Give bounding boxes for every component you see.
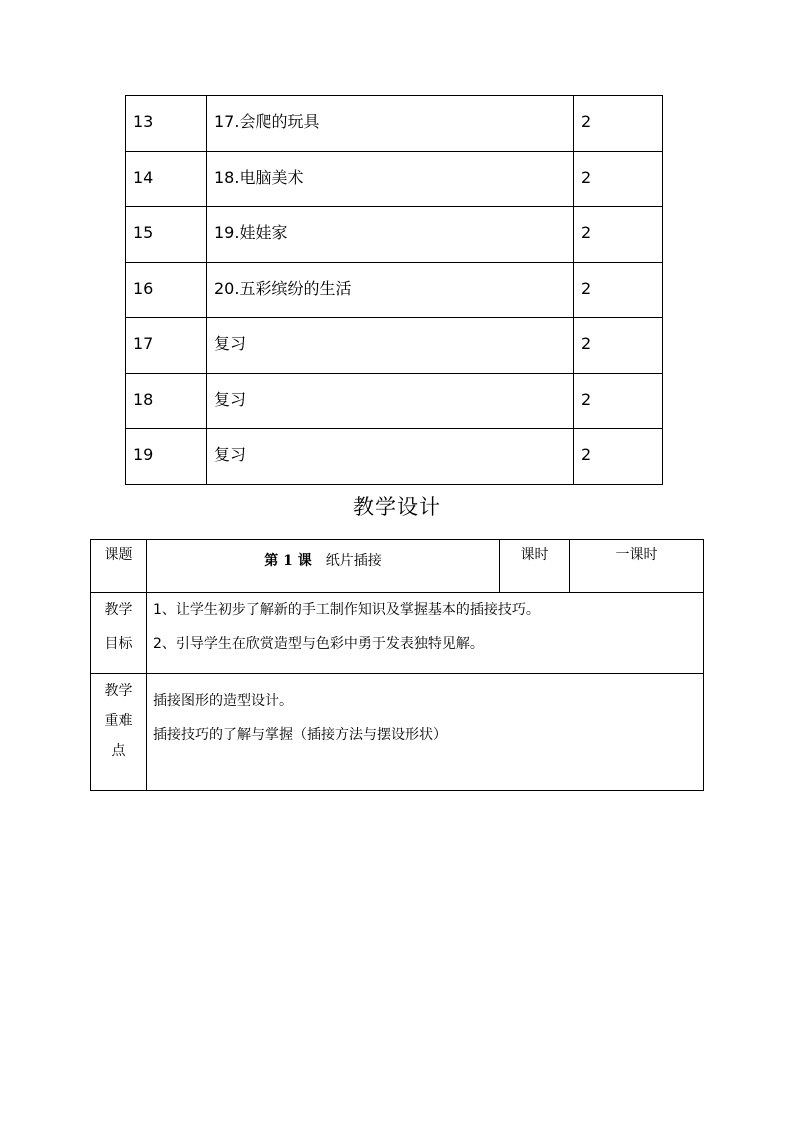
lesson-hours-cell bbox=[574, 151, 663, 207]
lesson-no: 18 bbox=[133, 389, 154, 409]
page-title: 教学设计 bbox=[353, 495, 441, 519]
goals-cell bbox=[147, 593, 704, 674]
table-row bbox=[126, 207, 663, 263]
lesson-hours-cell bbox=[574, 207, 663, 263]
keypoints-cell bbox=[147, 674, 704, 791]
lesson-hours-cell bbox=[574, 262, 663, 318]
lesson-hours: 2 bbox=[581, 445, 592, 465]
lesson-title-cell bbox=[207, 318, 574, 374]
goal-item: 2、引导学生在欣赏造型与色彩中勇于发表独特见解。 bbox=[153, 636, 484, 652]
lesson-no-cell bbox=[126, 429, 207, 485]
lesson-title: 19.娃娃家 bbox=[214, 223, 288, 243]
lesson-title-cell bbox=[207, 151, 574, 207]
lesson-no-cell bbox=[126, 207, 207, 263]
keypoints-label: 重难 bbox=[104, 713, 133, 729]
table-row bbox=[126, 96, 663, 152]
lesson-no: 13 bbox=[133, 112, 154, 132]
course-cell bbox=[147, 540, 500, 593]
lesson-hours: 2 bbox=[581, 223, 592, 243]
lesson-hours-cell bbox=[574, 373, 663, 429]
lesson-hours-cell bbox=[574, 318, 663, 374]
lesson-number: 第 1 课 bbox=[264, 553, 312, 569]
lesson-no-cell bbox=[126, 151, 207, 207]
lesson-hours: 2 bbox=[581, 167, 592, 187]
lesson-title-cell bbox=[207, 429, 574, 485]
lesson-hours: 2 bbox=[581, 112, 592, 132]
lesson-title: 17.会爬的玩具 bbox=[214, 112, 320, 132]
table-row bbox=[126, 318, 663, 374]
lesson-title-cell bbox=[207, 207, 574, 263]
lesson-no-cell bbox=[126, 262, 207, 318]
table-row bbox=[126, 151, 663, 207]
goal-item: 1、让学生初步了解新的手工制作知识及掌握基本的插接技巧。 bbox=[153, 602, 540, 618]
lesson-title: 20.五彩缤纷的生活 bbox=[214, 278, 352, 298]
table-row bbox=[126, 373, 663, 429]
lesson-title: 18.电脑美术 bbox=[214, 167, 304, 187]
goals-label: 教学 bbox=[104, 602, 133, 618]
lesson-hours: 2 bbox=[581, 334, 592, 354]
period-label: 课时 bbox=[500, 540, 570, 593]
lesson-no: 15 bbox=[133, 223, 154, 243]
keypoints-label-cell bbox=[91, 674, 147, 791]
lesson-title-cell bbox=[207, 262, 574, 318]
table-row bbox=[91, 540, 704, 593]
lesson-no-cell bbox=[126, 373, 207, 429]
lesson-hours: 2 bbox=[581, 389, 592, 409]
lesson-hours-cell bbox=[574, 96, 663, 152]
lesson-no: 17 bbox=[133, 334, 154, 354]
lesson-hours: 2 bbox=[581, 278, 592, 298]
table-row bbox=[126, 429, 663, 485]
table-row bbox=[126, 262, 663, 318]
lesson-no: 16 bbox=[133, 278, 154, 298]
table-row bbox=[91, 674, 704, 791]
goals-label-cell bbox=[91, 593, 147, 674]
lesson-design-table bbox=[90, 539, 704, 791]
lesson-title-cell bbox=[207, 96, 574, 152]
lesson-name: 纸片插接 bbox=[325, 553, 382, 569]
lesson-hours-cell bbox=[574, 429, 663, 485]
keypoints-label: 点 bbox=[111, 743, 126, 759]
lesson-no: 14 bbox=[133, 167, 154, 187]
lesson-no-cell bbox=[126, 318, 207, 374]
lesson-no: 19 bbox=[133, 445, 154, 465]
lesson-title: 复习 bbox=[214, 389, 247, 409]
topic-label: 课题 bbox=[91, 540, 147, 593]
keypoints-label: 教学 bbox=[104, 683, 133, 699]
lesson-title: 复习 bbox=[214, 445, 247, 465]
period-value: 一课时 bbox=[570, 540, 704, 593]
goals-label: 目标 bbox=[104, 636, 133, 652]
table-row bbox=[91, 593, 704, 674]
keypoint-item: 插接技巧的了解与掌握（插接方法与摆设形状） bbox=[153, 727, 447, 743]
schedule-table bbox=[125, 95, 663, 485]
lesson-title: 复习 bbox=[214, 334, 247, 354]
keypoint-item: 插接图形的造型设计。 bbox=[153, 693, 293, 709]
lesson-no-cell bbox=[126, 96, 207, 152]
lesson-title-cell bbox=[207, 373, 574, 429]
